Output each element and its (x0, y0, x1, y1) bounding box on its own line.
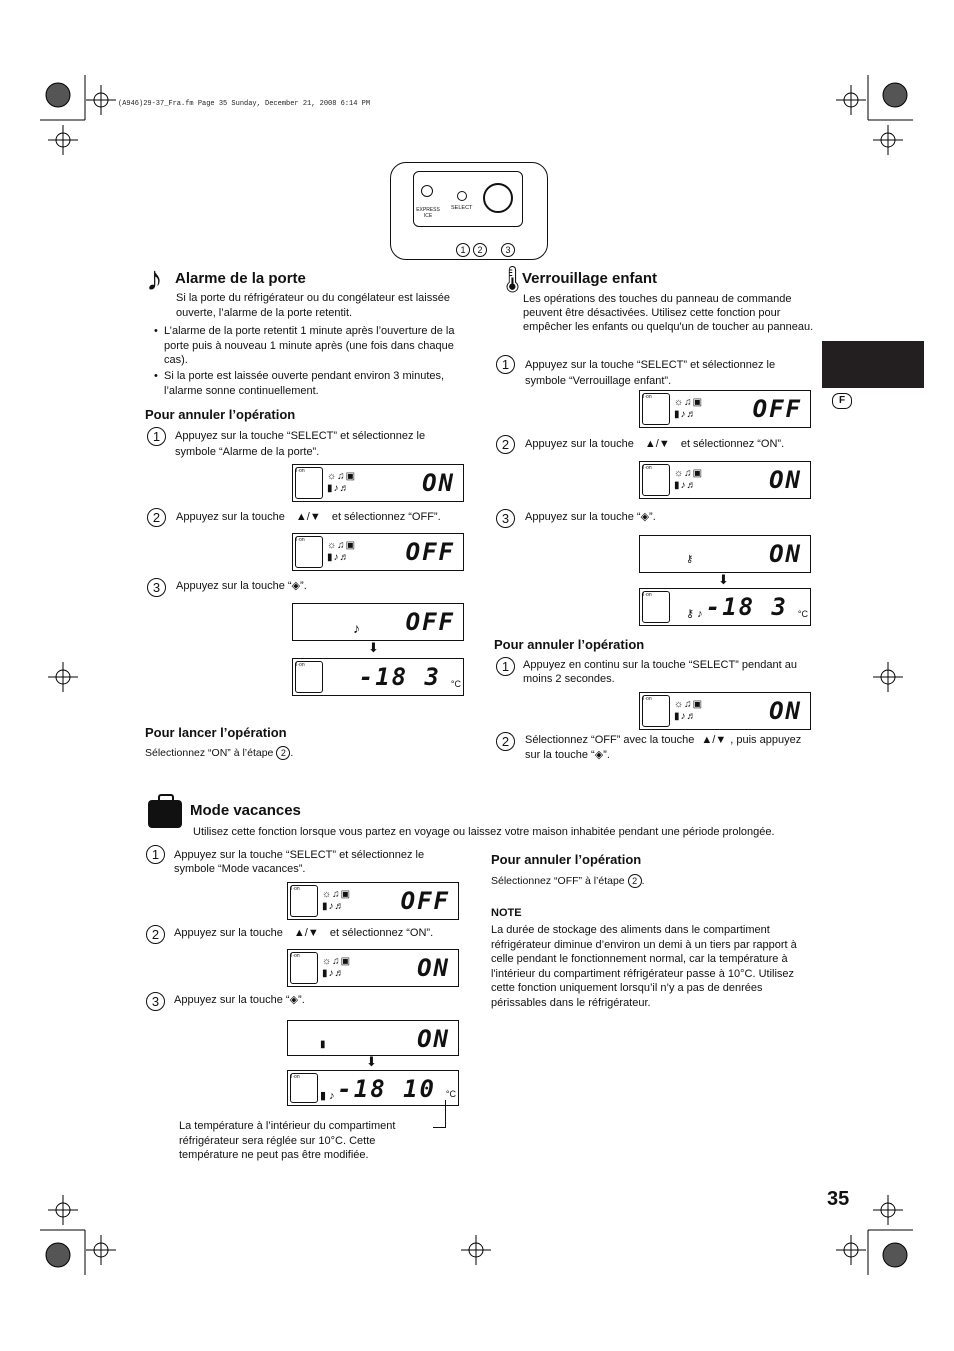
door-lcd-3 (292, 603, 464, 641)
lcd-panel-icon: I·on (642, 695, 670, 727)
lcd-symbols: ☼♫▣ ▮♪♬ (327, 471, 357, 494)
child-lock-title: Verrouillage enfant (522, 270, 658, 287)
door-start-title: Pour lancer l’opération (145, 725, 287, 740)
callout-2: 2 (473, 241, 487, 259)
lcd-symbols: ☼♫▣ ▮♪♬ (674, 397, 704, 420)
lcd-panel-icon: I·on (295, 661, 323, 693)
arrow-down-icon: ⬇ (368, 640, 379, 655)
file-info-header: (A946)29-37_Fra.fm Page 35 Sunday, December 21, 2008 6:14 PM (118, 100, 371, 108)
lock-lcd-2 (639, 461, 811, 499)
door-step-3-text: Appuyez sur la touche “◈”. (176, 580, 307, 592)
lock-cancel-1-num: 1 (496, 657, 515, 676)
language-tab (822, 341, 924, 388)
select-label: SELECT (451, 205, 473, 211)
lcd-panel-icon: I·on (290, 885, 318, 917)
arrow-down-icon: ⬇ (366, 1054, 377, 1069)
set-key-icon: ◈ (291, 580, 301, 592)
note-title: NOTE (491, 907, 522, 919)
door-alarm-intro: Si la porte du réfrigérateur ou du congélateur est laissée ouverte, l’alarme de la porte retentit. (176, 292, 450, 319)
door-alarm-cancel-title: Pour annuler l’opération (145, 407, 296, 422)
lcd-symbols: ☼♫▣ ▮♪♬ (327, 540, 357, 563)
lock-cancel-2-num: 2 (496, 732, 515, 751)
lcd-panel-icon: I·on (642, 393, 670, 425)
vac-step-1-num: 1 (146, 845, 165, 864)
vac-step-3-num: 3 (146, 992, 165, 1011)
set-key-icon: ◈ (594, 749, 604, 761)
lcd-unit: °C (445, 1089, 456, 1099)
door-alarm-bullet-1: • L’alarme de la porte retentit 1 minute après l’ouverture de la porte puis à nouveau 1 minute après (une fois dans chaque cas). (154, 325, 455, 366)
callout-1: 1 (456, 241, 470, 259)
lcd-symbols: ☼♫▣ ▮♪♬ (674, 699, 704, 722)
key-icon: 🌡 (496, 264, 530, 294)
vac-lcd-1 (287, 882, 459, 920)
door-step-2-num: 2 (147, 508, 166, 527)
lock-cancel-title: Pour annuler l’opération (494, 637, 645, 652)
set-key-icon: ◈ (640, 511, 650, 523)
key-note-symbols: ⚷ ♪ (686, 608, 703, 620)
lock-step-3-text: Appuyez sur la touche “◈”. (525, 511, 656, 523)
vac-step-2-num: 2 (146, 925, 165, 944)
suitcase-symbol: ▮ (320, 1039, 326, 1050)
lcd-temp: -18 3 (358, 663, 441, 691)
vac-lcd-2 (287, 949, 459, 987)
door-step-1-num: 1 (147, 427, 166, 446)
lcd-value-on: ON (422, 469, 455, 497)
lcd-value-on: ON (769, 466, 802, 494)
vacation-title: Mode vacances (190, 802, 301, 819)
key-symbol: ⚷ (686, 554, 694, 565)
lcd-value-off: OFF (400, 887, 450, 915)
lock-step-3-num: 3 (496, 509, 515, 528)
select-button[interactable] (457, 191, 467, 201)
child-lock-intro: Les opérations des touches du panneau de commande peuvent être désactivées. Utilisez cette fonction pour empêcher les enfants ou quelqu'un de toucher au panneau. (523, 293, 814, 333)
lock-step-2-num: 2 (496, 435, 515, 454)
express-ice-button[interactable] (421, 185, 433, 197)
lock-lcd-4 (639, 588, 811, 626)
callout-line (433, 1100, 446, 1128)
vac-lcd-3 (287, 1020, 459, 1056)
suitcase-icon (148, 800, 182, 828)
lcd-panel-icon: I·on (290, 952, 318, 984)
set-key-icon: ◈ (289, 994, 299, 1006)
vac-cancel-title: Pour annuler l’opération (491, 852, 642, 867)
page-number: 35 (827, 1188, 850, 1210)
lock-lcd-3 (639, 535, 811, 573)
vacation-intro: Utilisez cette fonction lorsque vous partez en voyage ou laissez votre maison inhabitée pendant une période prolongée. (193, 826, 775, 838)
lcd-unit: °C (450, 679, 461, 689)
up-down-icon: ▲/▼ (293, 927, 319, 939)
door-lcd-4 (292, 658, 464, 696)
note-icon: ♪ (146, 260, 163, 298)
vac-step-3-text: Appuyez sur la touche “◈”. (174, 994, 305, 1006)
door-step-1-text: Appuyez sur la touche “SELECT” et sélectionnez le symbole “Alarme de la porte”. (175, 430, 426, 458)
lcd-value-on: ON (769, 540, 802, 568)
note-symbol: ♪ (353, 620, 360, 636)
lcd-symbols: ☼♫▣ ▮♪♬ (674, 468, 704, 491)
lcd-value-off: OFF (405, 608, 455, 636)
language-label: F (832, 393, 852, 409)
lcd-panel-icon: I·on (290, 1073, 318, 1103)
lcd-value-off: OFF (752, 395, 802, 423)
door-step-3-num: 3 (147, 578, 166, 597)
lcd-value-on: ON (769, 697, 802, 725)
control-panel-illustration (390, 162, 548, 260)
lock-cancel-1-text: Appuyez en continu sur la touche “SELECT” pendant au moins 2 secondes. (523, 659, 797, 685)
lock-step-2-text: Appuyez sur la touche ▲/▼ et sélectionnez “ON”. (525, 438, 785, 450)
lcd-panel-icon: I·on (295, 467, 323, 499)
vac-step-2-text: Appuyez sur la touche ▲/▼ et sélectionnez “ON”. (174, 927, 434, 939)
door-lcd-2 (292, 533, 464, 571)
up-down-icon: ▲/▼ (644, 438, 670, 450)
door-alarm-bullet-2: • Si la porte est laissée ouverte pendant environ 3 minutes, l’alarme sonne continuellement. (154, 370, 445, 397)
lcd-symbols: ☼♫▣ ▮♪♬ (322, 956, 352, 979)
lock-lcd-5 (639, 692, 811, 730)
vacation-caption: La température à l’intérieur du compartiment réfrigérateur sera réglée sur 10°C. Cette température ne peut pas être modifiée. (179, 1120, 396, 1161)
lcd-value-on: ON (417, 954, 450, 982)
lcd-panel-icon: I·on (295, 536, 323, 568)
suitcase-note-symbols: ▮ ♪ (320, 1090, 335, 1102)
lcd-value-off: OFF (405, 538, 455, 566)
lock-lcd-1 (639, 390, 811, 428)
lcd-temp: -18 10 (337, 1075, 436, 1103)
set-button[interactable] (483, 183, 513, 213)
lock-step-1-num: 1 (496, 355, 515, 374)
vac-step-1-text: Appuyez sur la touche “SELECT” et sélectionnez le symbole “Mode vacances”. (174, 849, 425, 875)
lcd-temp: -18 3 (705, 593, 788, 621)
door-start-text: Sélectionnez “ON” à l’étape 2 . (145, 747, 294, 759)
lcd-unit: °C (797, 609, 808, 619)
lcd-panel-icon: I·on (642, 464, 670, 496)
lcd-panel-icon: I·on (642, 591, 670, 623)
vac-cancel-text: Sélectionnez “OFF” à l’étape 2 . (491, 875, 645, 887)
express-ice-label: EXPRESS ICE (416, 207, 440, 219)
lock-cancel-2-text: Sélectionnez “OFF” avec la touche ▲/▼ , puis appuyez sur la touche “◈”. (525, 734, 802, 761)
door-step-2-text: Appuyez sur la touche ▲/▼ et sélectionnez “OFF”. (176, 511, 441, 523)
note-text: La durée de stockage des aliments dans le compartiment réfrigérateur diminue d’environ un demi à un tiers par rapport à celle pendant le fonctionnement normal, car la température à l'intérieur du compartiment réfrigérateur passe à 10°C. Utilisez cette fonction uniquement lorsqu’il n’y a pas de denrées périssables dans le réfrigérateur. (491, 924, 797, 1009)
door-alarm-title: Alarme de la porte (175, 270, 306, 287)
door-lcd-1 (292, 464, 464, 502)
callout-3: 3 (501, 241, 515, 259)
up-down-icon: ▲/▼ (295, 511, 321, 523)
lcd-symbols: ☼♫▣ ▮♪♬ (322, 889, 352, 912)
lcd-value-on: ON (417, 1025, 450, 1053)
arrow-down-icon: ⬇ (718, 572, 729, 587)
lock-step-1-text: Appuyez sur la touche “SELECT” et sélectionnez le symbole “Verrouillage enfant”. (525, 359, 776, 387)
up-down-icon: ▲/▼ (701, 734, 727, 746)
